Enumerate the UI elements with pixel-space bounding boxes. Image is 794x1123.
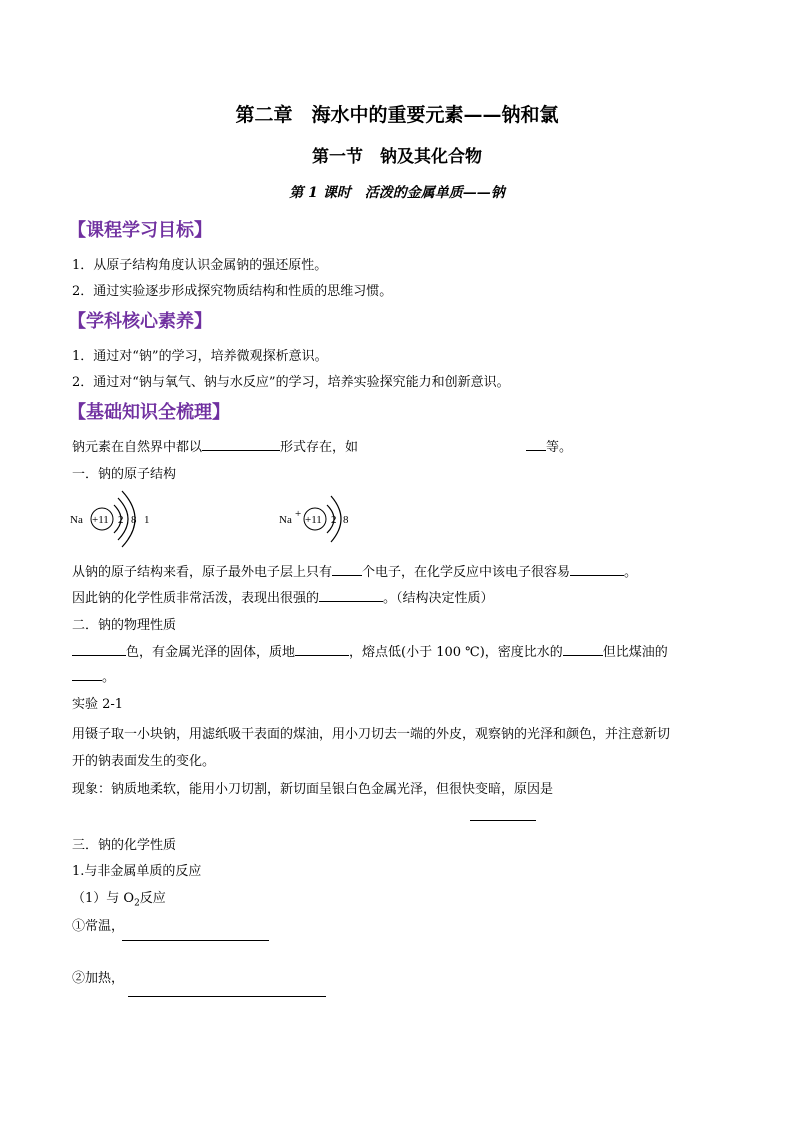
phenomenon-line: 现象：钠质地柔软，能用小刀切割，新切面呈银白色金属光泽，但很快变暗，原因是 (72, 782, 554, 797)
structure-text-a: 从钠的原子结构来看，原子最外电子层上只有 (72, 565, 333, 580)
na-ion-nucleus: +11 (305, 514, 322, 526)
experiment-line-2: 开的钠表面发生的变化。 (72, 754, 216, 769)
fill-blank[interactable] (563, 641, 603, 656)
fill-blank[interactable] (319, 587, 383, 602)
goal-item-1: 1．从原子结构角度认识金属钠的强还原性。 (72, 258, 328, 273)
intro-text-b: 形式存在，如 (280, 440, 359, 455)
subsection-1-1 (72, 887, 166, 909)
answer-line[interactable] (122, 940, 269, 941)
structure-line-2 (72, 587, 494, 606)
fill-blank[interactable] (570, 561, 624, 576)
basics-heading: 【基础知识全梳理】 (68, 402, 230, 423)
intro-text-c: 等。 (546, 440, 573, 455)
structure-text-c: 。 (624, 565, 638, 580)
literacy-item-1: 1．通过对“钠”的学习，培养微观探析意识。 (72, 349, 328, 364)
structure-text-d: 因此钠的化学性质非常活泼，表现出很强的 (72, 591, 320, 606)
experiment-line-1: 用镊子取一小块钠，用滤纸吸干表面的煤油，用小刀切去一端的外皮，观察钠的光泽和颜色，并注意新切 (72, 727, 671, 742)
na-atom-shell-1: 2 (118, 514, 124, 526)
fill-blank[interactable] (332, 561, 362, 576)
physical-text-d: 。 (102, 670, 116, 685)
literacy-item-2: 2．通过对“钠与氧气、钠与水反应”的学习，培养实验探究能力和创新意识。 (72, 375, 510, 390)
na-atom-symbol: Na (70, 514, 83, 526)
na-ion-diagram (279, 486, 369, 556)
literacy-heading: 【学科核心素养】 (68, 311, 212, 332)
na-atom-nucleus: +11 (92, 514, 109, 526)
answer-line[interactable] (128, 996, 326, 997)
fill-blank[interactable] (72, 641, 126, 656)
item-heating: ②加热， (72, 971, 125, 986)
fill-blank[interactable] (295, 641, 349, 656)
na-atom-shell-3: 1 (144, 514, 150, 526)
part3-title: 三．钠的化学性质 (72, 838, 177, 853)
na-ion-shell-1: 2 (331, 514, 337, 526)
structure-text-b: 个电子，在化学反应中该电子很容易 (362, 565, 571, 580)
sub1-1-text-a: （1）与 O (72, 891, 135, 906)
na-atom-shell-2: 8 (131, 514, 137, 526)
part2-title: 二．钠的物理性质 (72, 618, 177, 633)
part1-title: 一．钠的原子结构 (72, 467, 177, 482)
subsection-1: 1.与非金属单质的反应 (72, 864, 202, 879)
sub1-1-subscript: 2 (134, 898, 140, 909)
physical-line (72, 641, 668, 660)
structure-text-e: 。（结构决定性质） (383, 591, 494, 606)
physical-line-2 (72, 666, 115, 685)
na-ion-shell-2: 8 (343, 514, 349, 526)
intro-line (72, 436, 572, 455)
sub1-1-text-b: 反应 (139, 891, 166, 906)
na-atom-diagram (70, 486, 160, 556)
experiment-title: 实验 2-1 (72, 697, 124, 712)
physical-text-a: 色，有金属光泽的固体，质地 (126, 645, 296, 660)
item-room-temp: ①常温， (72, 919, 125, 934)
physical-text-b: ，熔点低(小于 100 ℃)，密度比水的 (349, 645, 563, 660)
goals-heading: 【课程学习目标】 (68, 220, 212, 241)
na-ion-charge: + (295, 508, 302, 520)
fill-blank[interactable] (202, 436, 280, 451)
chapter-title: 第二章 海水中的重要元素——钠和氯 (235, 104, 559, 126)
section-title: 第一节 钠及其化合物 (312, 147, 482, 167)
goal-item-2: 2．通过实验逐步形成探究物质结构和性质的思维习惯。 (72, 284, 393, 299)
answer-line[interactable] (470, 820, 536, 821)
intro-text-a: 钠元素在自然界中都以 (72, 440, 203, 455)
structure-line-1 (72, 561, 637, 580)
lesson-title: 第 1 课时 活泼的金属单质——钠 (289, 185, 505, 201)
physical-text-c: 但比煤油的 (602, 645, 668, 660)
fill-blank[interactable] (72, 666, 102, 681)
fill-blank[interactable] (526, 436, 546, 451)
na-ion-symbol: Na (279, 514, 292, 526)
